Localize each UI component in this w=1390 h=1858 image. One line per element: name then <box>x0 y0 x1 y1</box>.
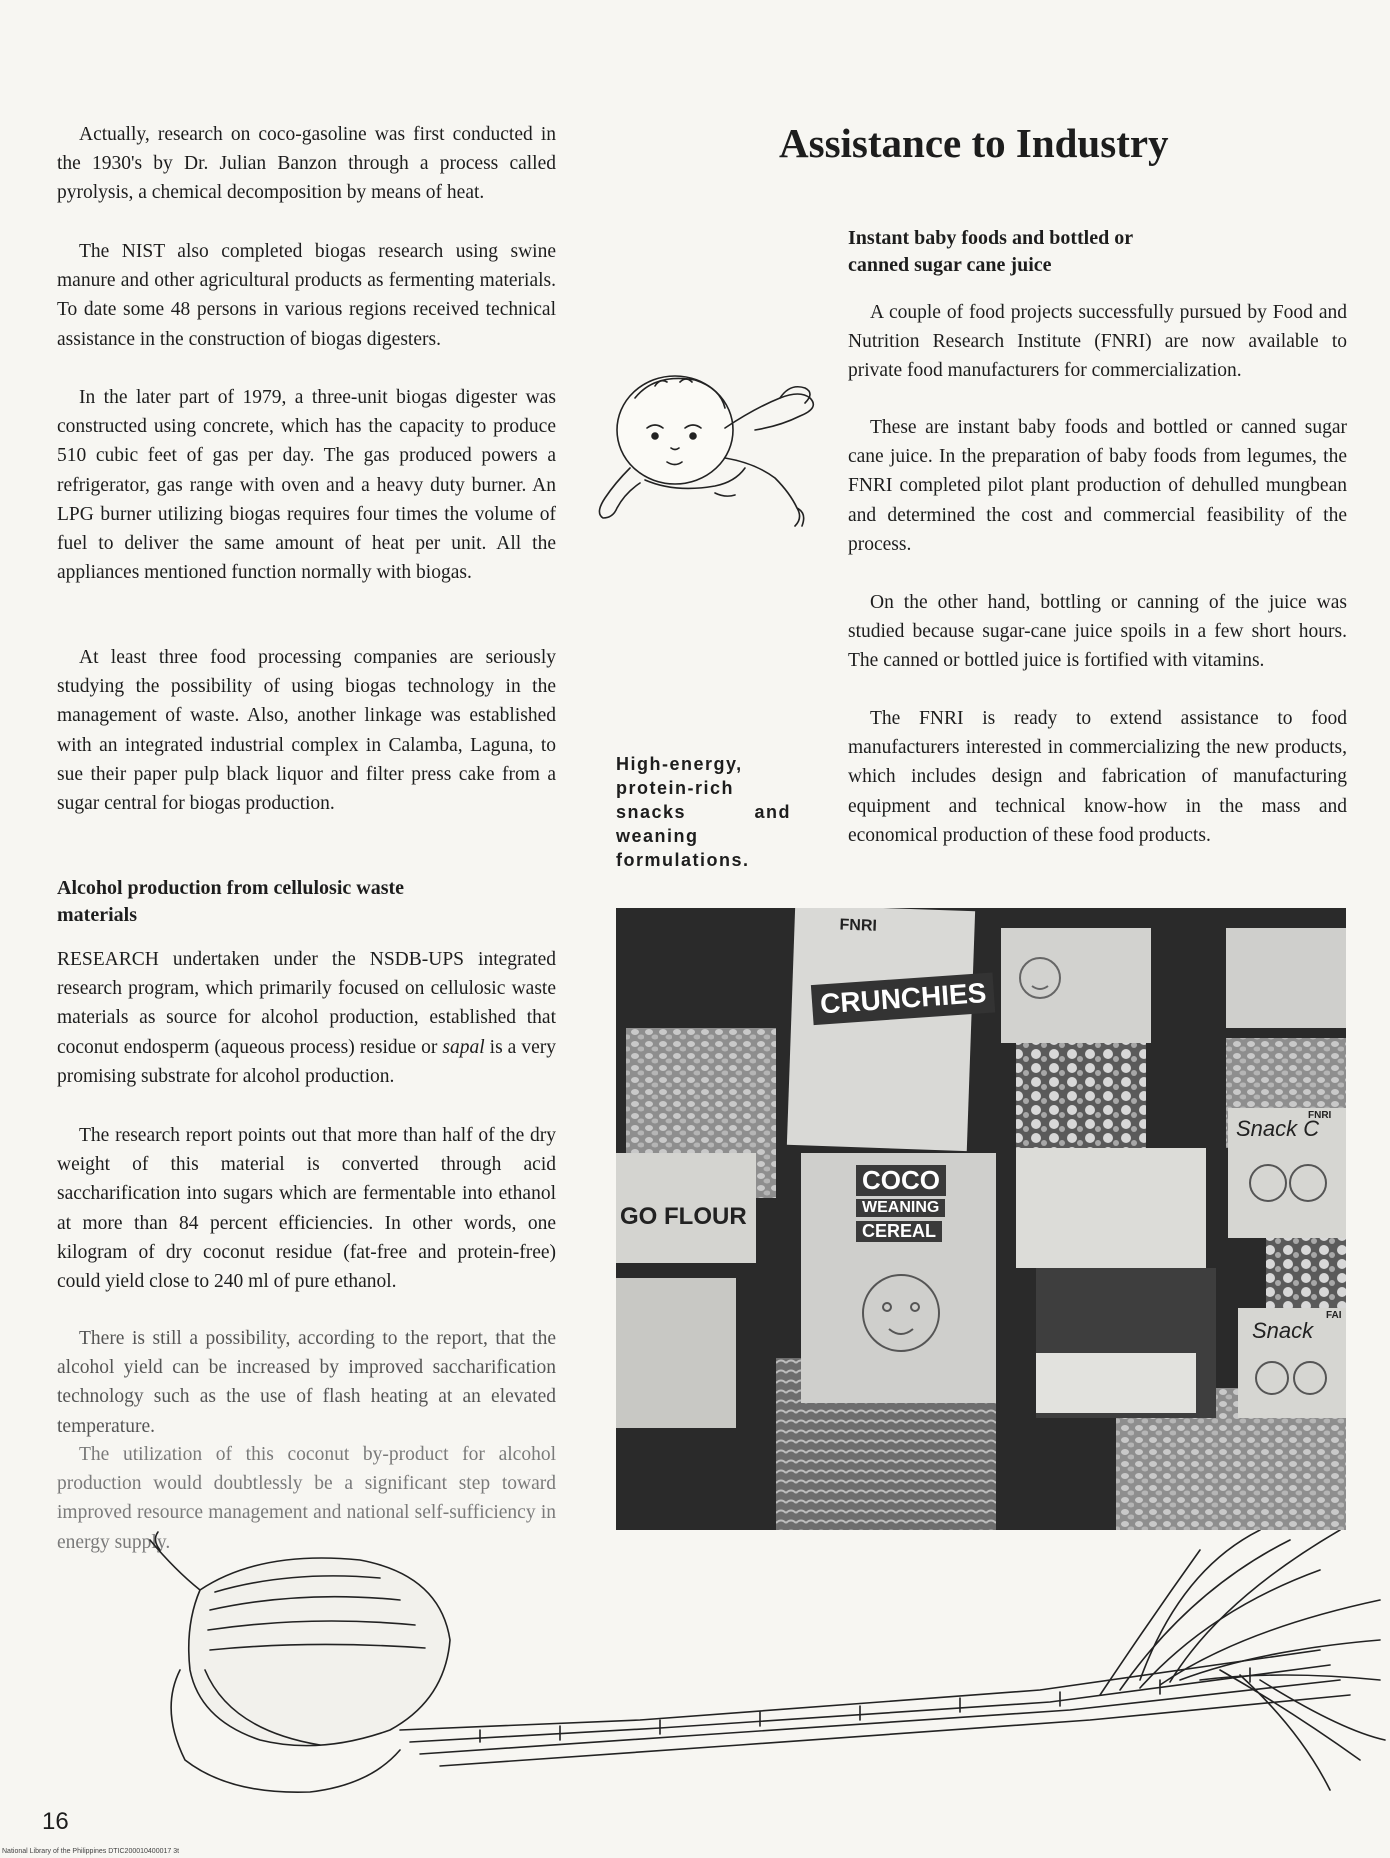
top-right-packet <box>1226 928 1346 1028</box>
crunchies-packet <box>787 908 988 1151</box>
coco-cereal-packet <box>801 1153 996 1403</box>
crunchies-label: CRUNCHIES <box>811 972 996 1025</box>
snack-label-2: Snack <box>1252 1318 1314 1343</box>
paragraph-coconut-byproduct: The utilization of this coconut by-product for alcohol production would doubtlessly be a significant step toward improved resource management and national self-sufficiency in energy supply. <box>57 1444 556 1553</box>
fai-label: FAI <box>1326 1310 1342 1321</box>
paragraph-alcohol-yield: There is still a possibility, according to the report, that the alcohol yield can be increased by improved saccharification technology such as the use of flash heating at an elevated temperature. <box>57 1328 556 1437</box>
coco-label: COCO <box>856 1165 946 1196</box>
fnri-label: FNRI <box>839 916 878 935</box>
snack-label-1: Snack C <box>1236 1116 1320 1141</box>
face-mark-icon <box>1015 948 1065 1008</box>
page-title: Assistance to Industry <box>779 120 1169 166</box>
paragraph-baby-foods: These are instant baby foods and bottled or canned sugar cane juice. In the preparation of baby foods from legumes, the FNRI completed pilot plant production of dehulled mungbean and determined the cost and commercial feasibility of the process. <box>848 417 1347 555</box>
small-label-panel <box>1036 1353 1196 1413</box>
paragraph-biogas-digester: In the later part of 1979, a three-unit biogas digester was constructed using concrete, which has the capacity to produce 510 cubic feet of gas per day. The gas produced powers a refrigerator, gas range with oven and a heavy duty burner. An LPG burner utilizing biogas requires four times the volume of fuel to deliver the same amount of heat per unit. All the appliances mentioned function normally with biogas. <box>57 387 556 584</box>
coconut-sugarcane-illustration <box>140 1530 1390 1810</box>
paragraph-food-projects: A couple of food projects successfully pursued by Food and Nutrition Research Institute (FNRI) are now available to private food manufacturers for commercialization. <box>848 302 1347 382</box>
food-products-photo <box>616 908 1346 1530</box>
research-text-before: RESEARCH undertaken under the NSDB-UPS integrated research program, which primarily focused on cellulosic waste materials as source for alcohol production, established that coconut endosperm (aqueous process) residue or <box>57 949 556 1058</box>
snack-packet-1 <box>1228 1108 1346 1238</box>
photo-caption: High-energy, protein-rich snacks and weaning formulations. <box>616 754 791 870</box>
research-text-after: is a very promising substrate for alcohol production. <box>57 1036 557 1087</box>
library-footer: National Library of the Philippines DTIC200010400017 3t <box>2 1848 180 1855</box>
children-illustration-2 <box>1244 1348 1344 1413</box>
paragraph-biogas-research: The NIST also completed biogas research using swine manure and other agricultural products as fermenting materials. To date some 48 persons in various regions received technical assistance in the construction of biogas digesters. <box>57 241 556 350</box>
sapal-term: sapal <box>442 1036 485 1058</box>
fnri-snack-label: FNRI <box>1308 1110 1332 1121</box>
page-number: 16 <box>42 1808 69 1835</box>
cereal-label: CEREAL <box>856 1221 942 1242</box>
paragraph-sugar-cane-juice: On the other hand, bottling or canning of the juice was studied because sugar-cane juice spoils in a few short hours. The canned or bottled juice is fortified with vitamins. <box>848 592 1347 672</box>
alcohol-heading: Alcohol production from cellulosic waste materials <box>57 877 405 926</box>
go-flour-label: GO FLOUR <box>620 1203 747 1230</box>
paragraph-coco-gasoline: Actually, research on coco-gasoline was first conducted in the 1930's by Dr. Julian Banzon through a process called pyrolysis, a chemical decomposition by means of heat. <box>57 124 556 204</box>
paragraph-food-companies: At least three food processing companies are seriously studying the possibility of using biogas technology in the management of waste. Also, another linkage was established with an integrated industrial complex in Calamba, Laguna, to sue their paper pulp black liquor and filter press cake from a sugar central for biogas production. <box>57 647 556 815</box>
paragraph-research-report: The research report points out that more than half of the dry weight of this material is converted through acid saccharification into sugars which are fermentable into ethanol at more than 84 percent efficiencies. In other words, one kilogram of dry coconut residue (fat-free and protein-free) could yield close to 240 ml of pure ethanol. <box>57 1125 556 1293</box>
paragraph-nsdb-research <box>57 945 556 1091</box>
weaning-label: WEANING <box>856 1199 945 1217</box>
baby-illustration <box>585 368 830 560</box>
baby-foods-heading: Instant baby foods and bottled or canned sugar cane juice <box>848 227 1133 276</box>
child-face-illustration <box>851 1263 951 1363</box>
children-illustration <box>1238 1148 1338 1228</box>
go-flour-packet <box>616 1153 756 1263</box>
blank-panel <box>1016 1148 1206 1268</box>
left-lower-packet <box>616 1278 736 1428</box>
paragraph-fnri-assistance: The FNRI is ready to extend assistance to food manufacturers interested in commercializing the new products, which includes design and fabrication of manufacturing equipment and technical know-how in the mass and economical production of these food products. <box>848 708 1347 846</box>
snack-packet-2 <box>1238 1308 1346 1418</box>
mid-top-packet <box>1001 928 1151 1043</box>
